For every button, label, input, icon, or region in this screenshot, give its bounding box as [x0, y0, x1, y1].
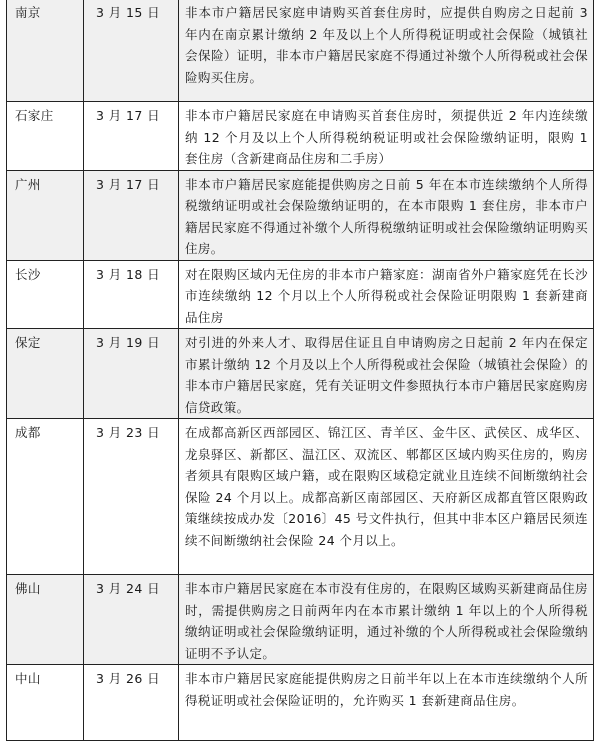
policy-cell: 非本市户籍居民家庭能提供购房之日前 5 年在本市连续缴纳个人所得税缴纳证明或社会保险缴纳证明的，在本市限购 1 套住房，非本市户籍居民家庭不得通过补缴个人所得税缴纳证明或社会保险缴纳证明购买住房。 — [179, 170, 594, 260]
table-row — [7, 260, 594, 329]
city-cell: 保定 — [7, 329, 84, 419]
city-cell: 长沙 — [7, 260, 84, 329]
policy-cell: 非本市户籍居民家庭在本市没有住房的，在限购区域购买新建商品住房时，需提供购房之日前两年内在本市累计缴纳 1 年以上的个人所得税缴纳证明或社会保险缴纳证明，通过补缴的个人所得税或社会保险缴纳证明不予认定。 — [179, 575, 594, 665]
date-cell: 3 月 19 日 — [84, 329, 179, 419]
policy-cell: 非本市户籍居民家庭在申请购买首套住房时，须提供近 2 年内连续缴纳 12 个月及以上个人所得税纳税证明或社会保险缴纳证明，限购 1 套住房（含新建商品住房和二手房） — [179, 102, 594, 171]
table-row — [7, 575, 594, 665]
city-cell: 石家庄 — [7, 102, 84, 171]
date-cell: 3 月 23 日 — [84, 419, 179, 575]
date-cell: 3 月 17 日 — [84, 102, 179, 171]
date-cell: 3 月 17 日 — [84, 170, 179, 260]
table-row — [7, 170, 594, 260]
policy-cell: 对引进的外来人才、取得居住证且自申请购房之日起前 2 年内在保定市累计缴纳 12 个月及以上个人所得税或社会保险（城镇社会保险）的非本市户籍居民家庭，凭有关证明文件参照执行本市户籍居民家庭购房信贷政策。 — [179, 329, 594, 419]
city-cell: 南京 — [7, 0, 84, 102]
policy-cell: 对在限购区域内无住房的非本市户籍家庭：湖南省外户籍家庭凭在长沙市连续缴纳 12 个月以上个人所得税或社会保险证明限购 1 套新建商品住房 — [179, 260, 594, 329]
table-row — [7, 419, 594, 575]
policy-cell: 非本市户籍居民家庭能提供购房之日前半年以上在本市连续缴纳个人所得税证明或社会保险证明的，允许购买 1 套新建商品住房。 — [179, 665, 594, 741]
date-cell: 3 月 24 日 — [84, 575, 179, 665]
date-cell: 3 月 26 日 — [84, 665, 179, 741]
date-cell: 3 月 15 日 — [84, 0, 179, 102]
table-row — [7, 102, 594, 171]
table-row — [7, 0, 594, 102]
housing-policy-table — [6, 0, 594, 741]
table-row — [7, 665, 594, 741]
date-cell: 3 月 18 日 — [84, 260, 179, 329]
policy-cell: 在成都高新区西部园区、锦江区、青羊区、金牛区、武侯区、成华区、龙泉驿区、新都区、温江区、双流区、郫都区区域内购买住房的，购房者须具有限购区域户籍，或在限购区域稳定就业且连续不间断缴纳社会保险 24 个月以上。成都高新区南部园区、天府新区成都直管区限购政策继续按成办发〔2016〕45 号文件执行，但其中非本区户籍居民须连续不间断缴纳社会保险 24 个月以上。 — [179, 419, 594, 575]
policy-cell: 非本市户籍居民家庭申请购买首套住房时，应提供自购房之日起前 3 年内在南京累计缴纳 2 年及以上个人所得税证明或社会保险（城镇社会保险）证明，非本市户籍居民家庭不得通过补缴个人所得税或社会保险购买住房。 — [179, 0, 594, 102]
city-cell: 佛山 — [7, 575, 84, 665]
city-cell: 中山 — [7, 665, 84, 741]
table-row — [7, 329, 594, 419]
city-cell: 广州 — [7, 170, 84, 260]
city-cell: 成都 — [7, 419, 84, 575]
